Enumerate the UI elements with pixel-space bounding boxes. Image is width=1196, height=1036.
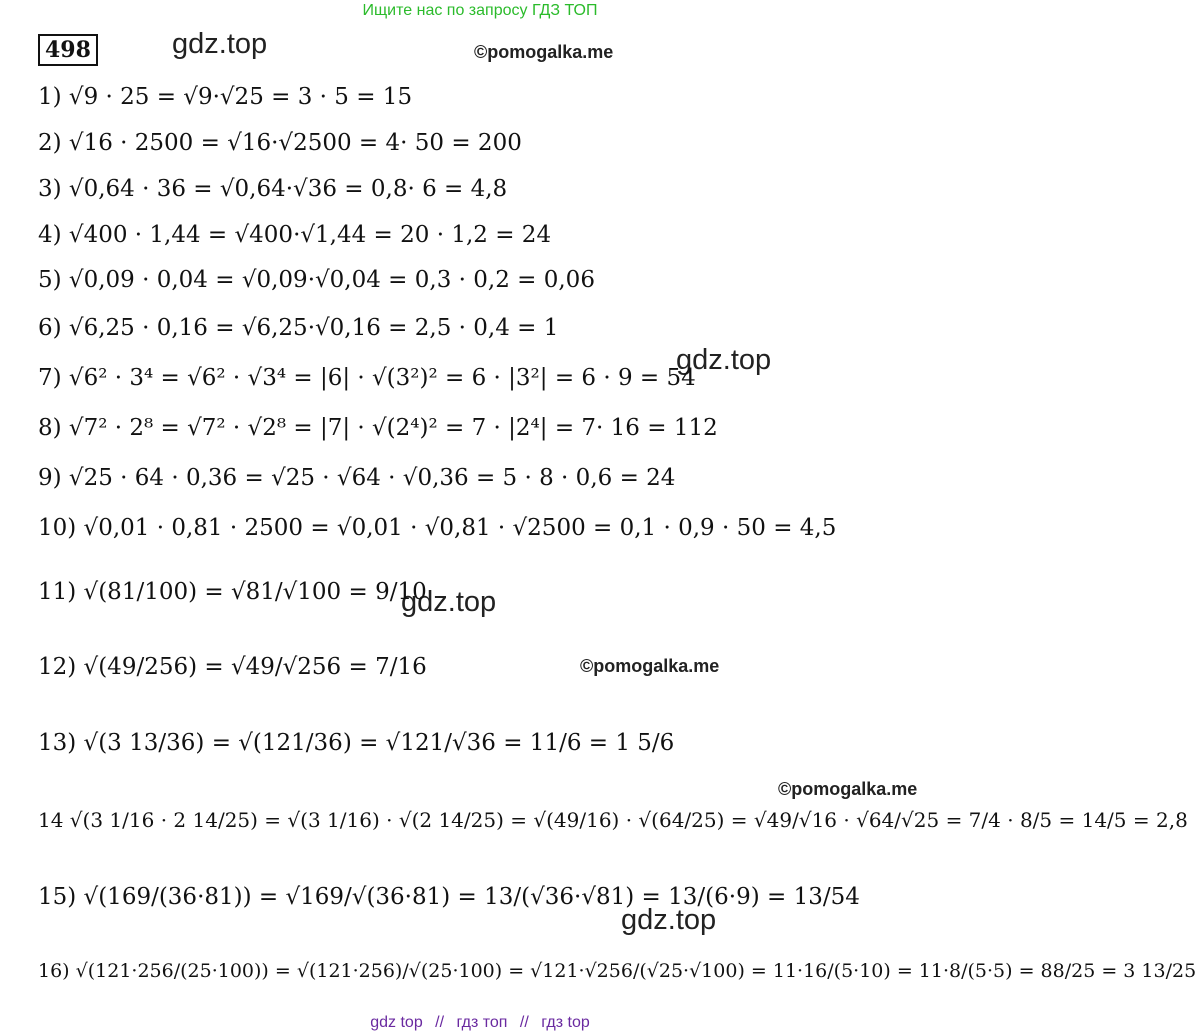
- solution-line-11: 11) √(81/100) = √81/√100 = 9/10: [38, 579, 427, 605]
- footer-link-gdz-top[interactable]: gdz top: [370, 1014, 423, 1031]
- solution-line-6: 6) √6,25 · 0,16 = √6,25·√0,16 = 2,5 · 0,4 = 1: [38, 315, 559, 341]
- solution-line-5: 5) √0,09 · 0,04 = √0,09·√0,04 = 0,3 · 0,2 = 0,06: [38, 267, 595, 293]
- solution-line-16: 16) √(121·256/(25·100)) = √(121·256)/√(25·100) = √121·√256/(√25·√100) = 11·16/(5·10) = 11·8/(5·5) = 88/25 = 3 13/25: [38, 960, 1196, 982]
- footer-links: [0, 1014, 960, 1032]
- watermark-gdz: gdz.top: [401, 586, 497, 618]
- solution-line-3: 3) √0,64 · 36 = √0,64·√36 = 0,8· 6 = 4,8: [38, 176, 508, 202]
- watermark-pomogalka: ©pomogalka.me: [474, 42, 614, 62]
- watermark-gdz: gdz.top: [676, 344, 772, 376]
- solution-line-2: 2) √16 · 2500 = √16·√2500 = 4· 50 = 200: [38, 130, 522, 156]
- footer-separator: //: [519, 1014, 529, 1031]
- watermark-pomogalka: ©pomogalka.me: [778, 779, 918, 799]
- task-number: 498: [38, 34, 98, 66]
- solution-line-7: 7) √6² · 3⁴ = √6² · √3⁴ = |6| · √(3²)² = 6 · |3²| = 6 · 9 = 54: [38, 365, 696, 391]
- solution-line-9: 9) √25 · 64 · 0,36 = √25 · √64 · √0,36 = 5 · 8 · 0,6 = 24: [38, 465, 676, 491]
- solution-line-12: 12) √(49/256) = √49/√256 = 7/16: [38, 654, 427, 680]
- solution-line-13: 13) √(3 13/36) = √(121/36) = √121/√36 = 11/6 = 1 5/6: [38, 730, 675, 756]
- solution-line-10: 10) √0,01 · 0,81 · 2500 = √0,01 · √0,81 · √2500 = 0,1 · 0,9 · 50 = 4,5: [38, 515, 837, 541]
- watermark-gdz: gdz.top: [621, 904, 717, 936]
- solution-line-4: 4) √400 · 1,44 = √400·√1,44 = 20 · 1,2 = 24: [38, 222, 552, 248]
- solution-line-1: 1) √9 · 25 = √9·√25 = 3 · 5 = 15: [38, 84, 413, 110]
- top-banner[interactable]: Ищите нас по запросу ГДЗ ТОП: [362, 2, 598, 19]
- watermark-gdz: gdz.top: [172, 28, 268, 60]
- footer-link-gdz-top-ru[interactable]: гдз топ: [456, 1014, 508, 1031]
- solution-line-8: 8) √7² · 2⁸ = √7² · √2⁸ = |7| · √(2⁴)² = 7 · |2⁴| = 7· 16 = 112: [38, 415, 718, 441]
- watermark-pomogalka: ©pomogalka.me: [580, 656, 720, 676]
- footer-separator: //: [435, 1014, 445, 1031]
- footer-link-gdz-top-mixed[interactable]: гдз top: [541, 1014, 590, 1031]
- solution-line-15: 15) √(169/(36·81)) = √169/√(36·81) = 13/(√36·√81) = 13/(6·9) = 13/54: [38, 884, 860, 910]
- solution-line-14: 14 √(3 1/16 · 2 14/25) = √(3 1/16) · √(2 14/25) = √(49/16) · √(64/25) = √49/√16 · √64/√25 = 7/4 · 8/5 = 14/5 = 2,8: [38, 808, 1188, 832]
